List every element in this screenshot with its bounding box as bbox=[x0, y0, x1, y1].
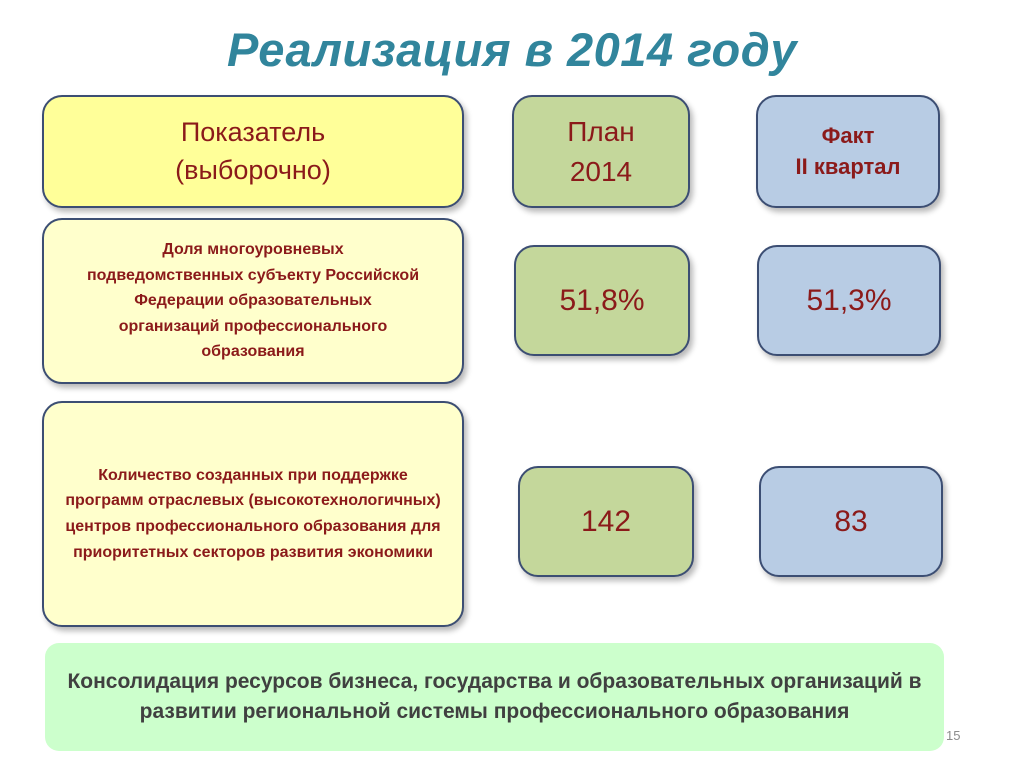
row-2-plan-box bbox=[518, 466, 694, 577]
row-1-fact-value: 51,3% bbox=[806, 283, 892, 317]
header-indicator-line1: Показатель bbox=[180, 116, 326, 147]
row-1-label: Доля многоуровневых подведомственных субъекту Российской Федерации образовательных организаций профессионального образования bbox=[86, 241, 420, 361]
header-fact-box bbox=[756, 95, 940, 208]
row-2-fact-value: 83 bbox=[834, 504, 868, 538]
row-1-plan-box bbox=[514, 245, 690, 356]
footer-text: Консолидация ресурсов бизнеса, государства и образовательных организаций в развитии региональной системы профессионального образования bbox=[67, 669, 922, 723]
header-indicator-box bbox=[42, 95, 464, 208]
row-1-label-box bbox=[42, 218, 464, 384]
header-plan-line1: План bbox=[567, 116, 635, 148]
slide-title: Реализация в 2014 году bbox=[227, 23, 797, 76]
row-2-label-box bbox=[42, 401, 464, 627]
row-2-fact-box bbox=[759, 466, 943, 577]
row-1-fact-box bbox=[757, 245, 941, 356]
page-number: 15 bbox=[946, 728, 961, 743]
header-fact-line1: Факт bbox=[821, 122, 875, 148]
header-plan-box bbox=[512, 95, 690, 208]
header-indicator-line2: (выборочно) bbox=[175, 154, 331, 185]
header-plan-line2: 2014 bbox=[569, 155, 633, 187]
footer-summary bbox=[45, 643, 944, 751]
row-1-plan-value: 51,8% bbox=[559, 283, 645, 317]
row-2-plan-value: 142 bbox=[580, 504, 632, 538]
header-fact-line2: II квартал bbox=[795, 153, 901, 179]
row-2-label: Количество созданных при поддержке программ отраслевых (высокотехнологичных) центров профессионального образования для приоритетных секторов развития экономики bbox=[65, 466, 441, 561]
